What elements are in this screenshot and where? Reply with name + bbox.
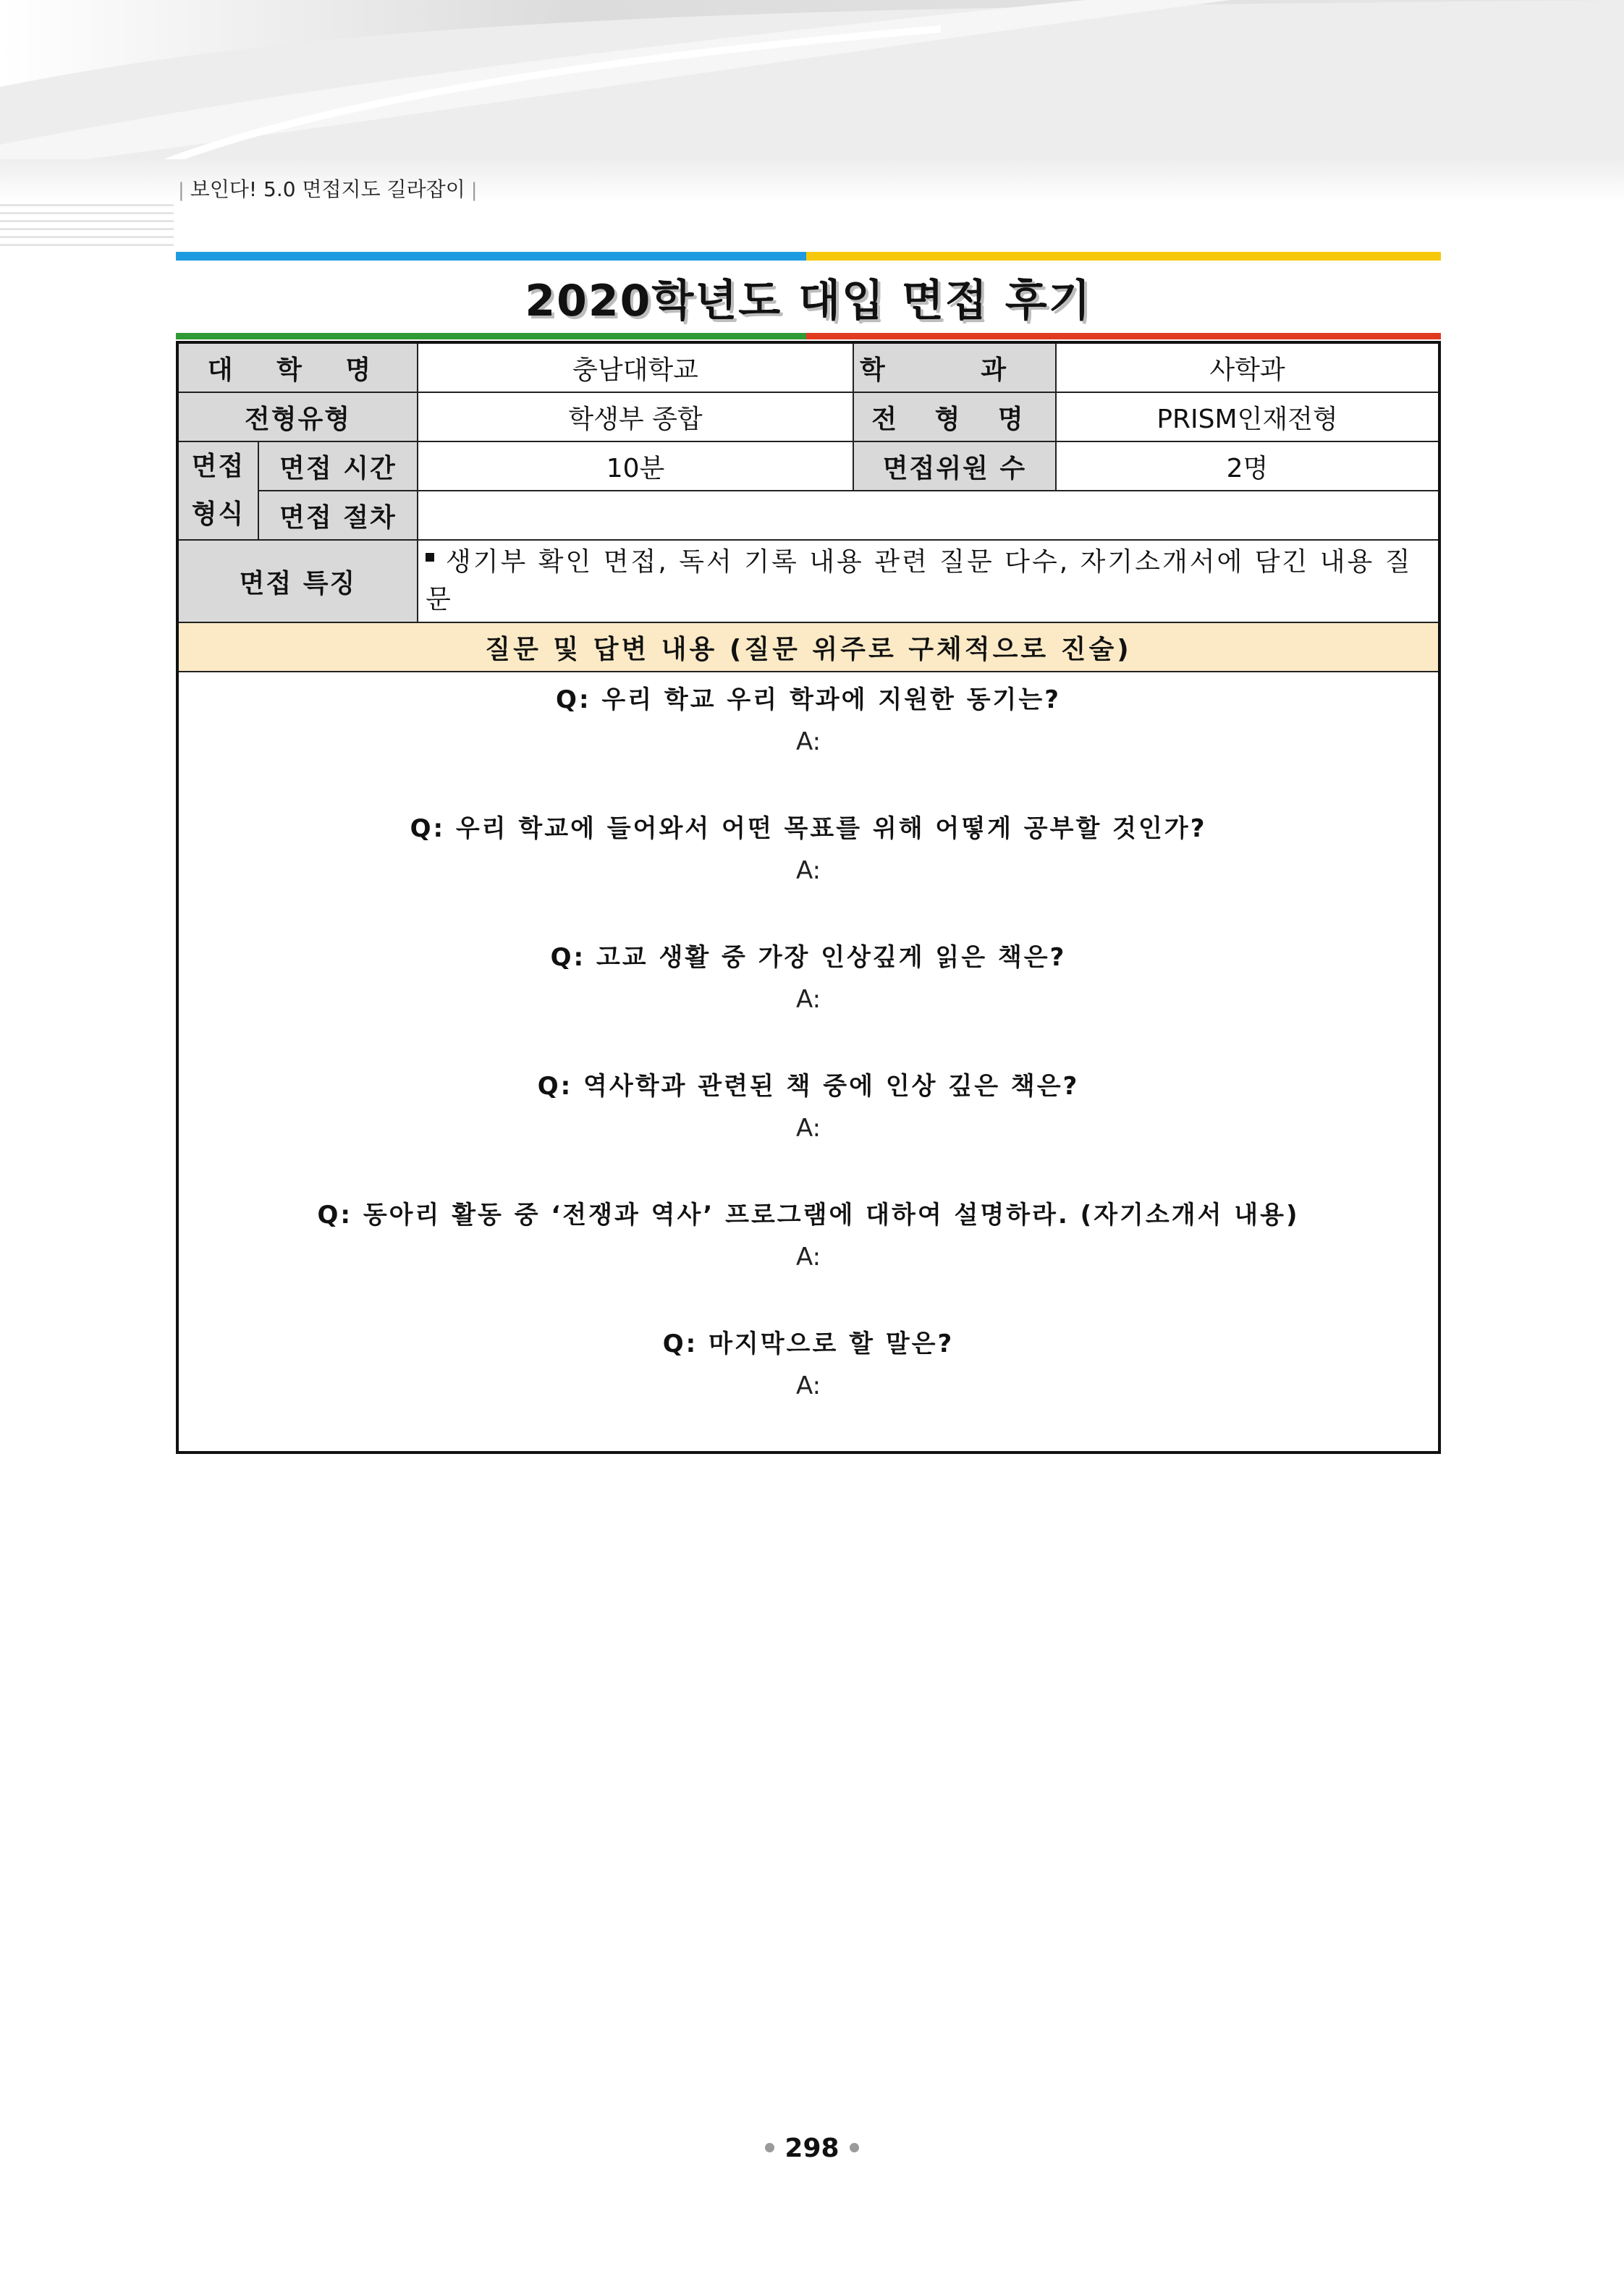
qa-header: 질문 및 답변 내용 (질문 위주로 구체적으로 진술) (177, 622, 1439, 672)
interviewers-label: 면접위원 수 (853, 441, 1056, 491)
answer: A: (795, 727, 821, 756)
format-label (177, 441, 258, 540)
qa-section (177, 672, 1439, 1453)
separator: | (470, 179, 478, 201)
admission-name-label: 전 형 명 (853, 392, 1056, 441)
bullet-icon (426, 553, 434, 562)
interviewers-value: 2명 (1056, 441, 1439, 491)
department-label: 학 과 (853, 342, 1056, 392)
answer: A: (795, 985, 821, 1014)
mid-color-rule (176, 333, 1441, 339)
page-title: 2020학년도 대입 면접 후기 (525, 276, 1092, 326)
time-value: 10분 (418, 441, 853, 491)
dot-icon (850, 2143, 859, 2152)
qa-item (179, 936, 1438, 1020)
question: Q: 마지막으로 할 말은? (662, 1329, 955, 1358)
header-decoration (0, 0, 1624, 159)
qa-item (179, 1065, 1438, 1149)
department-value: 사학과 (1056, 342, 1439, 392)
time-label: 면접 시간 (258, 441, 418, 491)
interview-info-table (176, 341, 1441, 1454)
question: Q: 고교 생활 중 가장 인상깊게 읽은 책은? (550, 943, 1067, 972)
admission-name-value: PRISM인재전형 (1056, 392, 1439, 441)
features-label: 면접 특징 (177, 540, 418, 622)
running-head-text: 보인다! 5.0 면접지도 길라잡이 (190, 177, 465, 201)
university-value: 충남대학교 (418, 342, 853, 392)
answer: A: (795, 1243, 821, 1272)
header-stripes (0, 204, 174, 255)
separator: | (178, 179, 185, 201)
university-label: 대 학 명 (177, 342, 418, 392)
page-number (0, 2134, 1624, 2163)
procedure-label: 면접 절차 (258, 491, 418, 540)
question: Q: 우리 학교 우리 학과에 지원한 동기는? (556, 685, 1061, 714)
top-color-rule (176, 252, 1441, 261)
running-head (172, 174, 483, 203)
qa-item (179, 1193, 1438, 1277)
dot-icon (765, 2143, 774, 2152)
format-label-line1: 면접 (191, 452, 245, 481)
procedure-value (418, 491, 1439, 540)
question: Q: 우리 학교에 들어와서 어떤 목표를 위해 어떻게 공부할 것인가? (410, 814, 1207, 843)
format-label-line2: 형식 (191, 499, 245, 529)
answer: A: (795, 1371, 821, 1400)
admission-type-label: 전형유형 (177, 392, 418, 441)
features-text: 생기부 확인 면접, 독서 기록 내용 관련 질문 다수, 자기소개서에 담긴 내용 질문 (426, 547, 1413, 614)
admission-type-value: 학생부 종합 (418, 392, 853, 441)
answer: A: (795, 856, 821, 885)
page-number-text: 298 (784, 2134, 840, 2163)
question: Q: 동아리 활동 중 ‘전쟁과 역사’ 프로그램에 대하여 설명하라. (자기소개서 내용) (317, 1201, 1300, 1230)
question: Q: 역사학과 관련된 책 중에 인상 깊은 책은? (537, 1072, 1080, 1101)
qa-item (179, 1322, 1438, 1406)
qa-item (179, 807, 1438, 891)
answer: A: (795, 1114, 821, 1143)
features-value (418, 540, 1439, 622)
qa-item (179, 678, 1438, 762)
